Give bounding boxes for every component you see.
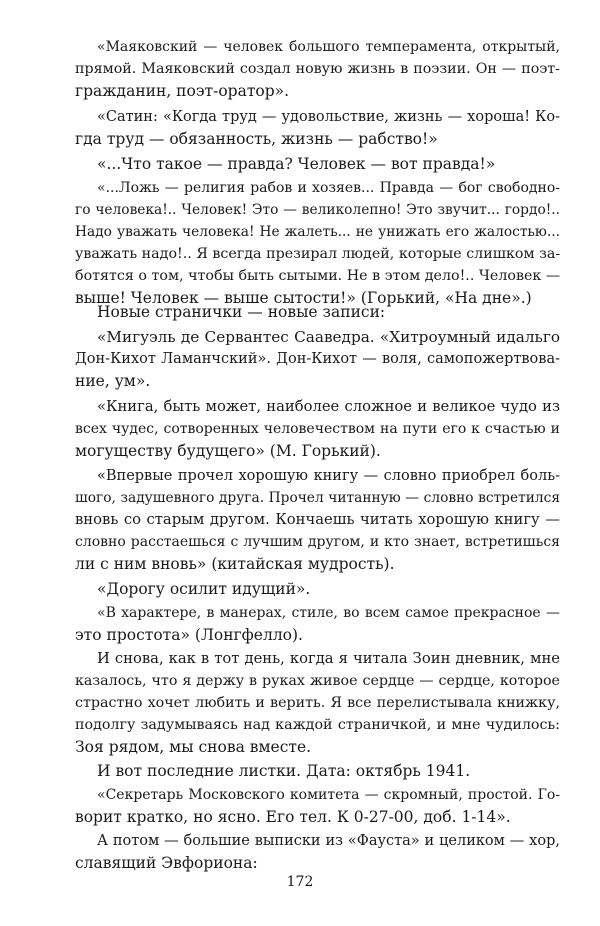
- text-line: «Книга, быть может, наиболее сложное и великое чудо из: [97, 398, 560, 415]
- text-line: словно расстаешься с лучшим другом, и кто знает, встретишься: [75, 534, 560, 550]
- paragraph-proverb: [75, 578, 560, 600]
- text-line: «Впервые прочел хорошую книгу — словно приобрел боль-: [97, 468, 560, 484]
- text-line: это простота» (Лонгфелло).: [75, 626, 303, 644]
- text-line: всех чудес, сотворенных человечеством на пути его к счастью и: [75, 421, 560, 437]
- text-line: гда труд — обязанность, жизнь — рабство!»: [75, 130, 438, 148]
- paragraph-last-pages: [75, 760, 560, 782]
- paragraph-gorky-quote: [75, 177, 560, 309]
- text-line: Дон-Кихот Ламанчский». Дон-Кихот — воля, самопожертвова-: [75, 351, 560, 367]
- text-line: ние, ум».: [75, 372, 151, 390]
- paragraph-chinese-wisdom: [75, 465, 560, 575]
- paragraph-book-miracle: [75, 396, 560, 462]
- text-line: ботятся о том, чтобы быть сытыми. Не в этом дело!.. Человек —: [75, 268, 561, 284]
- paragraph-mayakovsky: [75, 36, 560, 102]
- text-line: гражданин, поэт-оратор».: [75, 82, 290, 100]
- text-line: «В характере, в манерах, стиле, во всем самое прекрасное —: [97, 605, 560, 621]
- page-number: 172: [286, 874, 314, 890]
- text-line: казалось, что я держу в руках живое сердце — сердце, которое: [75, 673, 560, 689]
- paragraph-cervantes: [75, 326, 560, 392]
- paragraph-faust: [75, 830, 560, 874]
- paragraph-pravda: [75, 153, 560, 175]
- paragraph-secretary: [75, 784, 560, 828]
- text-line: «Сатин: «Когда труд — удовольствие, жизнь — хороша! Ко-: [97, 109, 560, 125]
- text-line: Зоя рядом, мы снова вместе.: [75, 738, 312, 756]
- text-line: А потом — большие выписки из «Фауста» и целиком — хор,: [97, 833, 560, 849]
- text-line: шого, задушевного друга. Прочел читанную — словно встретился: [75, 490, 560, 506]
- text-line: «Секретарь Московского комитета — скромный, простой. Го-: [97, 787, 560, 803]
- text-line: «...Ложь — религия рабов и хозяев... Правда — бог свободно-: [97, 180, 560, 196]
- paragraph-zoya-diary: [75, 648, 560, 758]
- text-line: Новые странички — новые записи:: [97, 303, 386, 321]
- text-line: вновь со старым другом. Кончаешь читать хорошую книгу —: [75, 511, 560, 528]
- text-line: выше! Человек — выше сытости!» (Горький, «На дне».): [75, 289, 532, 307]
- paragraph-new-pages: [75, 301, 560, 323]
- text-line: ли с ним вновь» (китайская мудрость).: [75, 555, 395, 573]
- paragraph-longfellow: [75, 602, 560, 646]
- text-line: И вот последние листки. Дата: октябрь 1941.: [97, 762, 471, 780]
- text-line: «...Что такое — правда? Человек — вот правда!»: [97, 155, 496, 173]
- paragraph-satin: [75, 106, 560, 150]
- text-line: славящий Эвфориона:: [75, 854, 258, 872]
- text-line: ворит кратко, но ясно. Его тел. К 0-27-00, доб. 1-14».: [75, 808, 511, 826]
- text-line: «Дорогу осилит идущий».: [97, 580, 311, 598]
- text-line: Надо уважать человека! Не жалеть... не унижать его жалостью...: [75, 224, 560, 240]
- text-line: подолгу задумываясь над каждой страничкой, и мне чудилось:: [75, 717, 560, 733]
- text-line: «Маяковский — человек большого темперамента, открытый,: [97, 39, 560, 55]
- text-line: уважать надо!.. Я всегда презирал людей, которые слишком за-: [75, 246, 561, 262]
- text-line: страстно хочет любить и верить. Я все перелистывала книжку,: [75, 695, 560, 711]
- text-line: И снова, как в тот день, когда я читала Зоин дневник, мне: [97, 650, 560, 667]
- text-line: могуществу будущего» (М. Горький).: [75, 442, 381, 460]
- text-line: прямой. Маяковский создал новую жизнь в поэзии. Он — поэт-: [75, 61, 560, 77]
- text-line: «Мигуэль де Сервантес Сааведра. «Хитроумный идальго: [97, 328, 560, 346]
- text-line: го человека!.. Человек! Это — великолепно! Это звучит... гордо!..: [75, 202, 560, 218]
